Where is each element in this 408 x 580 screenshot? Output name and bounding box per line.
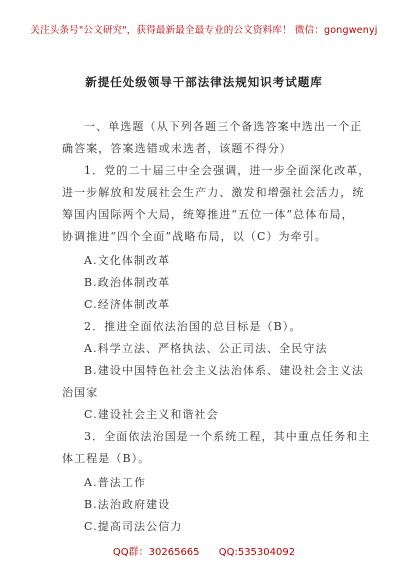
footer-qq: QQ:535304092 — [218, 547, 296, 558]
question-3-line: 3．全面依法治国是一个系统工程，其中重点任务和主 — [84, 430, 371, 443]
section-heading-line: 一、单选题（从下列各题三个备选答案中选出一个正 — [84, 120, 363, 133]
question-1-line: 进一步解放和发展社会生产力、激发和增强社会活力，统 — [62, 186, 365, 199]
question-2-option-b: B.建设中国特色社会主义法治体系、建设社会主义法 — [84, 364, 364, 377]
question-1-line: 1．党的二十届三中全会强调，进一步全面深化改革， — [84, 164, 371, 177]
header-banner: 关注头条号"公文研究"，获得最新最全最专业的公文资料库！ 微信：gongwenyj — [30, 25, 378, 36]
question-1-option-b: B.政治体制改革 — [84, 276, 171, 289]
question-3-line: 体工程是（B）。 — [62, 452, 151, 465]
question-2-stem: 2．推进全面依法治国的总目标是（B）。 — [84, 320, 302, 333]
question-1-line: 协调推进“四个全面”战略布局，以（C）为牵引。 — [62, 230, 327, 243]
footer-qq-group: QQ群：30265665 — [112, 547, 200, 558]
question-3-option-c: C.提高司法公信力 — [84, 520, 183, 533]
question-1-option-c: C.经济体制改革 — [84, 298, 171, 311]
question-3-option-b: B.法治政府建设 — [84, 498, 171, 511]
question-3-option-a: A.普法工作 — [84, 476, 147, 489]
question-2-option-a: A.科学立法、严格执法、公正司法、全民守法 — [84, 342, 328, 355]
question-1-line: 筹国内国际两个大局，统筹推进“五位一体”总体布局， — [62, 208, 354, 221]
footer — [0, 543, 408, 558]
question-2-option-c: C.建设社会主义和谐社会 — [84, 408, 219, 421]
question-2-option-b: 治国家 — [62, 386, 99, 399]
document-title: 新提任处级领导干部法律法规知识考试题库 — [85, 75, 323, 89]
question-1-option-a: A.文化体制改革 — [84, 254, 171, 267]
section-heading-line: 确答案，答案选错或未选者，该题不得分） — [62, 142, 292, 155]
